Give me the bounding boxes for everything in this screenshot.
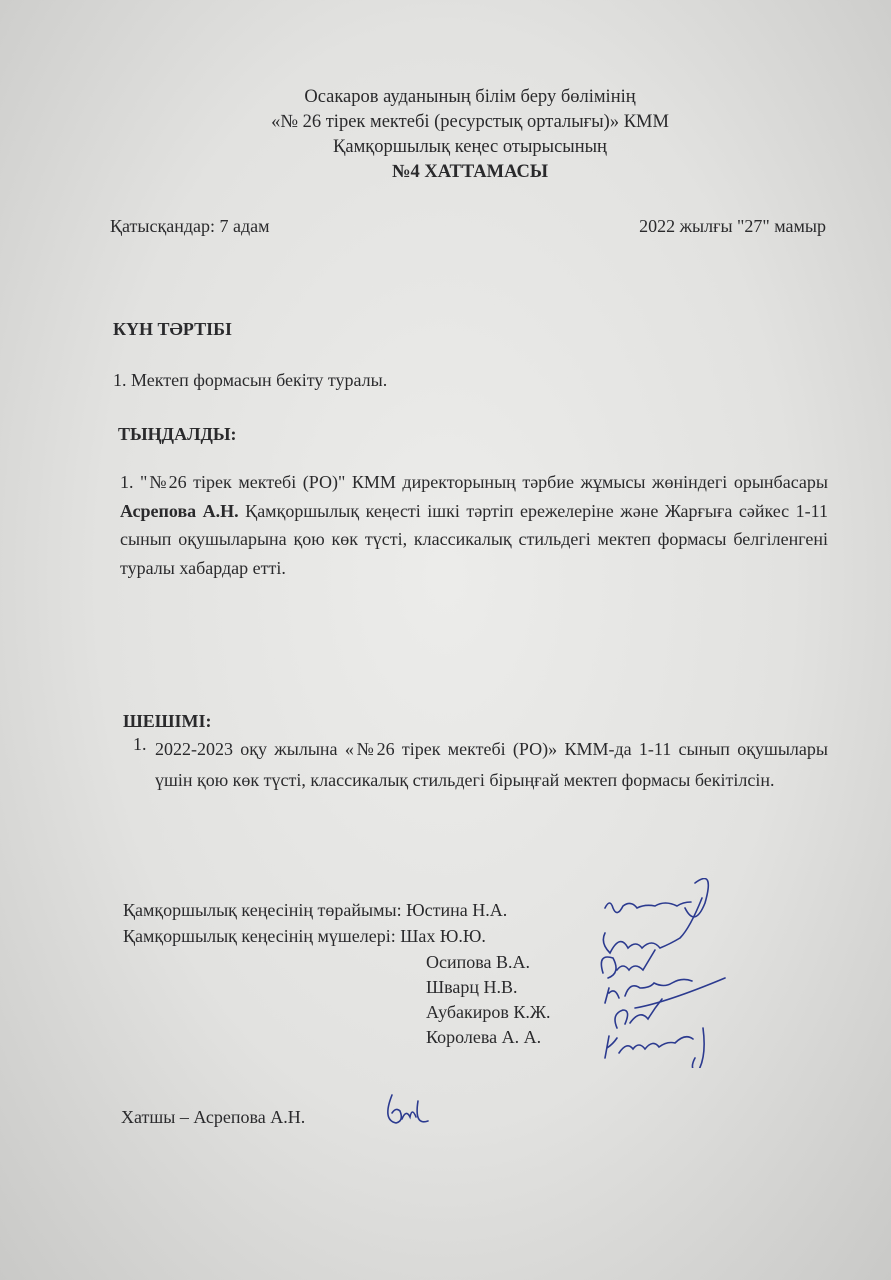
document-title: №4 ХАТТАМАСЫ — [391, 162, 549, 182]
heard-paragraph — [120, 468, 828, 582]
members-label: Қамқоршылық кеңесінің мүшелері: Шах Ю.Ю. — [123, 926, 486, 946]
decision-number: 1. — [133, 734, 147, 754]
secretary-signature — [380, 1093, 430, 1133]
member-osipova: Осипова В.А. — [426, 952, 531, 972]
heard-text-1: 1. "№26 тірек мектебі (РО)" КММ директорының тәрбие жұмысы жөніндегі орынбасары — [120, 472, 828, 492]
agenda-item: 1. Мектеп формасын бекіту туралы. — [113, 370, 388, 390]
handwritten-signatures — [595, 878, 735, 1068]
agenda-heading: КҮН ТӘРТІБІ — [113, 319, 232, 339]
heard-text-2: Қамқоршылық кеңесті ішкі тәртіп ережелеріне және Жарғыға сәйкес 1-11 сынып оқушыларына қою көк түсті, классикалық стильдегі мектеп формасы белгіленгені туралы хабардар етті. — [120, 500, 828, 578]
chair-line: Қамқоршылық кеңесінің төрайымы: Юстина Н.А. — [123, 900, 508, 920]
participants: Қатысқандар: 7 адам — [110, 216, 270, 236]
decision-text: 2022-2023 оқу жылына «№26 тірек мектебі (РО)» КММ-да 1-11 сынып оқушылары үшін қою көк түсті, классикалық стильдегі бірыңғай мектеп формасы бекітілсін. — [155, 739, 828, 790]
header-line-3: Қамқоршылық кеңес отырысының — [333, 137, 607, 157]
member-koroleva: Королева А. А. — [426, 1027, 542, 1047]
header-line-2: «№ 26 тірек мектебі (ресурстық орталығы)» КММ — [271, 112, 669, 132]
heard-heading: ТЫҢДАЛДЫ: — [118, 424, 237, 444]
member-shvarts: Шварц Н.В. — [426, 977, 518, 997]
header-line-1: Осакаров ауданының білім беру бөлімінің — [304, 87, 636, 107]
member-aubakirov: Аубакиров К.Ж. — [426, 1002, 551, 1022]
secretary-line: Хатшы – Асрепова А.Н. — [121, 1107, 306, 1127]
decision-heading: ШЕШІМІ: — [123, 711, 212, 731]
date: 2022 жылғы "27" мамыр — [639, 216, 826, 236]
heard-name: Асрепова А.Н. — [120, 500, 239, 521]
